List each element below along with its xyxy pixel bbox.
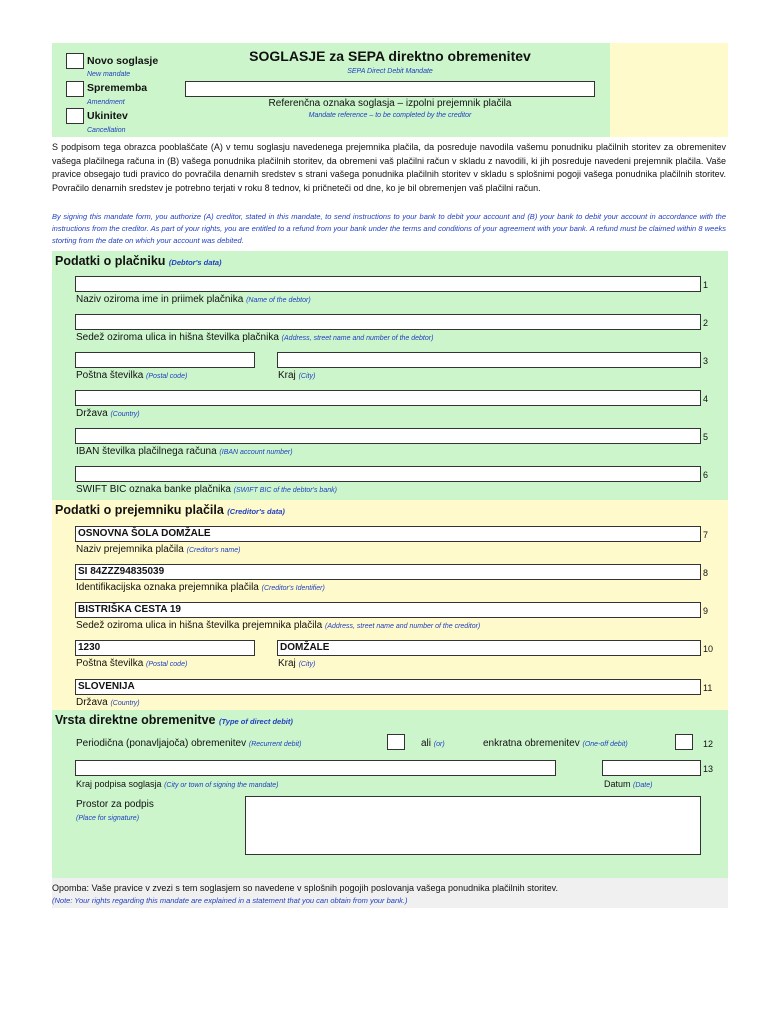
cancellation-label-en: Cancellation (87, 127, 126, 134)
field-number-5: 5 (703, 432, 709, 442)
date-label (604, 778, 652, 792)
debtor-country-label-en: (Country) (110, 411, 140, 418)
debit-type-section-title (55, 713, 293, 727)
recurrent-debit-checkbox[interactable] (387, 734, 405, 750)
debtor-title-en: (Debtor's data) (168, 258, 222, 267)
recurrent-debit-label (76, 738, 301, 751)
debtor-address-input[interactable] (75, 314, 701, 330)
mandate-reference-label-en: Mandate reference – to be completed by the creditor (308, 112, 472, 119)
creditor-city-label-sl: Kraj (278, 658, 296, 669)
new-mandate-label-en: New mandate (87, 71, 131, 78)
debtor-section-title (55, 254, 222, 268)
amendment-label: Sprememba (87, 82, 148, 94)
debtor-city-input[interactable] (277, 352, 701, 368)
recurrent-debit-label-sl: Periodična (ponavljajoča) obremenitev (76, 738, 247, 749)
field-number-11: 11 (703, 683, 713, 693)
oneoff-debit-checkbox[interactable] (675, 734, 693, 750)
oneoff-debit-label (483, 738, 628, 751)
oneoff-debit-label-sl: enkratna obremenitev (483, 738, 580, 749)
debtor-swift-label-sl: SWIFT BIC oznaka banke plačnika (76, 484, 231, 495)
creditor-city-label (278, 658, 315, 671)
creditor-country-input[interactable]: SLOVENIJA (75, 679, 701, 695)
debtor-country-input[interactable] (75, 390, 701, 406)
creditor-id-label-sl: Identifikacijska oznaka prejemnika plačila (76, 582, 259, 593)
date-label-en: (Date) (633, 782, 653, 789)
debtor-country-label-sl: Država (76, 408, 108, 419)
form-title: SOGLASJE za SEPA direktno obremenitev (249, 48, 531, 64)
debit-type-title-en: (Type of direct debit) (218, 717, 293, 726)
debtor-city-label-sl: Kraj (278, 370, 296, 381)
signing-city-label-en: (City or town of signing the mandate) (164, 782, 279, 789)
creditor-title: Podatki o prejemniku plačila (55, 503, 224, 517)
creditor-postal-code-label-sl: Poštna številka (76, 658, 144, 669)
debtor-postal-code-label-sl: Poštna številka (76, 370, 144, 381)
new-mandate-checkbox[interactable] (66, 53, 84, 69)
intro-text-en: By signing this mandate form, you authorize (A) creditor, stated in this mandate, to send instructions to your bank to debit your account and (B) your bank to debit your account in accordance with the instructions from the creditor. As part of your rights, you are entitled to a refund from your bank under the terms and conditions of your agreement with your bank. A refund must be claimed within 8 weeks storting from the date on which your account was debited. (52, 212, 726, 245)
mandate-reference-input[interactable] (185, 81, 595, 97)
date-input[interactable] (602, 760, 701, 776)
creditor-section-title (55, 503, 285, 517)
field-number-6: 6 (703, 470, 709, 480)
creditor-country-label-sl: Država (76, 697, 108, 708)
form-title-en: SEPA Direct Debit Mandate (347, 68, 433, 75)
creditor-address-input[interactable]: BISTRIŠKA CESTA 19 (75, 602, 701, 618)
creditor-country-label (76, 697, 140, 710)
creditor-name-label (76, 544, 240, 557)
creditor-city-input[interactable]: DOMŽALE (277, 640, 701, 656)
signing-city-label-sl: Kraj podpisa soglasja (76, 779, 162, 789)
creditor-id-label-en: (Creditor's Identifier) (261, 585, 325, 592)
signature-box[interactable] (245, 796, 701, 855)
debtor-address-label-sl: Sedež oziroma ulica in hišna številka plačnika (76, 332, 279, 343)
new-mandate-label: Novo soglasje (87, 55, 159, 67)
or-label-en: (or) (433, 741, 445, 748)
debtor-swift-label-en: (SWIFT BIC of the debtor's bank) (233, 487, 337, 494)
creditor-name-label-en: (Creditor's name) (186, 547, 241, 554)
recurrent-debit-label-en: (Recurrent debit) (248, 741, 302, 748)
debtor-swift-label (76, 484, 337, 497)
debtor-iban-label-en: (IBAN account number) (219, 449, 293, 456)
debtor-iban-label (76, 446, 293, 459)
debtor-swift-input[interactable] (75, 466, 701, 482)
signing-city-label (76, 778, 278, 792)
creditor-country-label-en: (Country) (110, 700, 140, 707)
header-side-box (610, 43, 728, 137)
debtor-name-label-en: (Name of the debtor) (246, 297, 311, 304)
creditor-title-en: (Creditor's data) (227, 507, 285, 516)
creditor-address-label-en: (Address, street name and number of the creditor) (325, 623, 481, 630)
field-number-10: 10 (703, 644, 714, 654)
signature-label-en: (Place for signature) (76, 815, 140, 822)
debtor-address-label-en: (Address, street name and number of the debtor) (281, 335, 434, 342)
debit-type-title: Vrsta direktne obremenitve (55, 713, 216, 727)
note-text-en: (Note: Your rights regarding this mandate are explained in a statement that you can obtain from your bank.) (52, 896, 408, 905)
note-text: Opomba: Vaše pravice v zvezi s tem soglasjem so navedene v splošnih pogojih poslovanja vašega ponudnika plačilnih storitev. (52, 883, 558, 893)
creditor-postal-code-label-en: (Postal code) (146, 661, 188, 668)
debtor-postal-code-label (76, 370, 187, 383)
cancellation-label: Ukinitev (87, 110, 128, 122)
field-number-7: 7 (703, 530, 709, 540)
debtor-country-label (76, 408, 140, 421)
creditor-postal-code-input[interactable]: 1230 (75, 640, 255, 656)
debtor-postal-code-input[interactable] (75, 352, 255, 368)
debtor-city-label-en: (City) (298, 373, 316, 380)
debtor-city-label (278, 370, 315, 383)
field-number-2: 2 (703, 318, 709, 328)
creditor-address-label (76, 620, 480, 633)
date-label-sl: Datum (604, 779, 631, 789)
creditor-id-input[interactable]: SI 84ZZZ94835039 (75, 564, 701, 580)
debtor-title: Podatki o plačniku (55, 254, 166, 268)
amendment-label-en: Amendment (87, 99, 125, 106)
signature-label: Prostor za podpis (76, 799, 154, 810)
field-number-12: 12 (703, 739, 714, 749)
field-number-3: 3 (703, 356, 709, 366)
debtor-name-label (76, 294, 311, 307)
cancellation-checkbox[interactable] (66, 108, 84, 124)
creditor-name-input[interactable]: OSNOVNA ŠOLA DOMŽALE (75, 526, 701, 542)
field-number-4: 4 (703, 394, 709, 404)
debtor-iban-label-sl: IBAN številka plačilnega računa (76, 446, 217, 457)
field-number-9: 9 (703, 606, 709, 616)
signing-city-input[interactable] (75, 760, 556, 776)
debtor-iban-input[interactable] (75, 428, 701, 444)
oneoff-debit-label-en: (One-off debit) (582, 741, 628, 748)
mandate-reference-label: Referenčna oznaka soglasja – izpolni prejemnik plačila (268, 98, 512, 109)
amendment-checkbox[interactable] (66, 81, 84, 97)
debtor-name-label-sl: Naziv oziroma ime in priimek plačnika (76, 294, 244, 305)
debtor-name-input[interactable] (75, 276, 701, 292)
or-label (421, 738, 445, 751)
intro-text: S podpisom tega obrazca pooblaščate (A) v temu soglasju navedenega prejemnika plačila, da posreduje navodila vašemu ponudniku plačilnih storitev za obremenitev vašega plačilnega računa in (B) vašega ponudnika plačilnih storitev, da obremeni vaš plačilni račun v skladu z navodili, ki jih posreduje navedeni prejemnik plačila. Vaše pravice obsegajo tudi pravico do povračila denarnih sredstev s strani vašega ponudnika plačilnih storitev v skladu s splošnimi pogoji vašega ponudnika plačilnih storitev. Povračilo denarnih sredstev je potrebno terjati v roku 8 tednov, ki pričneteči od dne, ko je bil obremenjen vaš plačilni račun. (52, 142, 726, 193)
field-number-8: 8 (703, 568, 709, 578)
debtor-postal-code-label-en: (Postal code) (146, 373, 188, 380)
creditor-postal-code-label (76, 658, 187, 671)
creditor-id-label (76, 582, 325, 595)
debtor-address-label (76, 332, 433, 345)
creditor-name-label-sl: Naziv prejemnika plačila (76, 544, 184, 555)
or-label-sl: ali (421, 738, 432, 749)
creditor-city-label-en: (City) (298, 661, 316, 668)
field-number-1: 1 (703, 280, 709, 290)
field-number-13: 13 (703, 764, 714, 774)
creditor-address-label-sl: Sedež oziroma ulica in hišna številka prejemnika plačila (76, 620, 323, 631)
